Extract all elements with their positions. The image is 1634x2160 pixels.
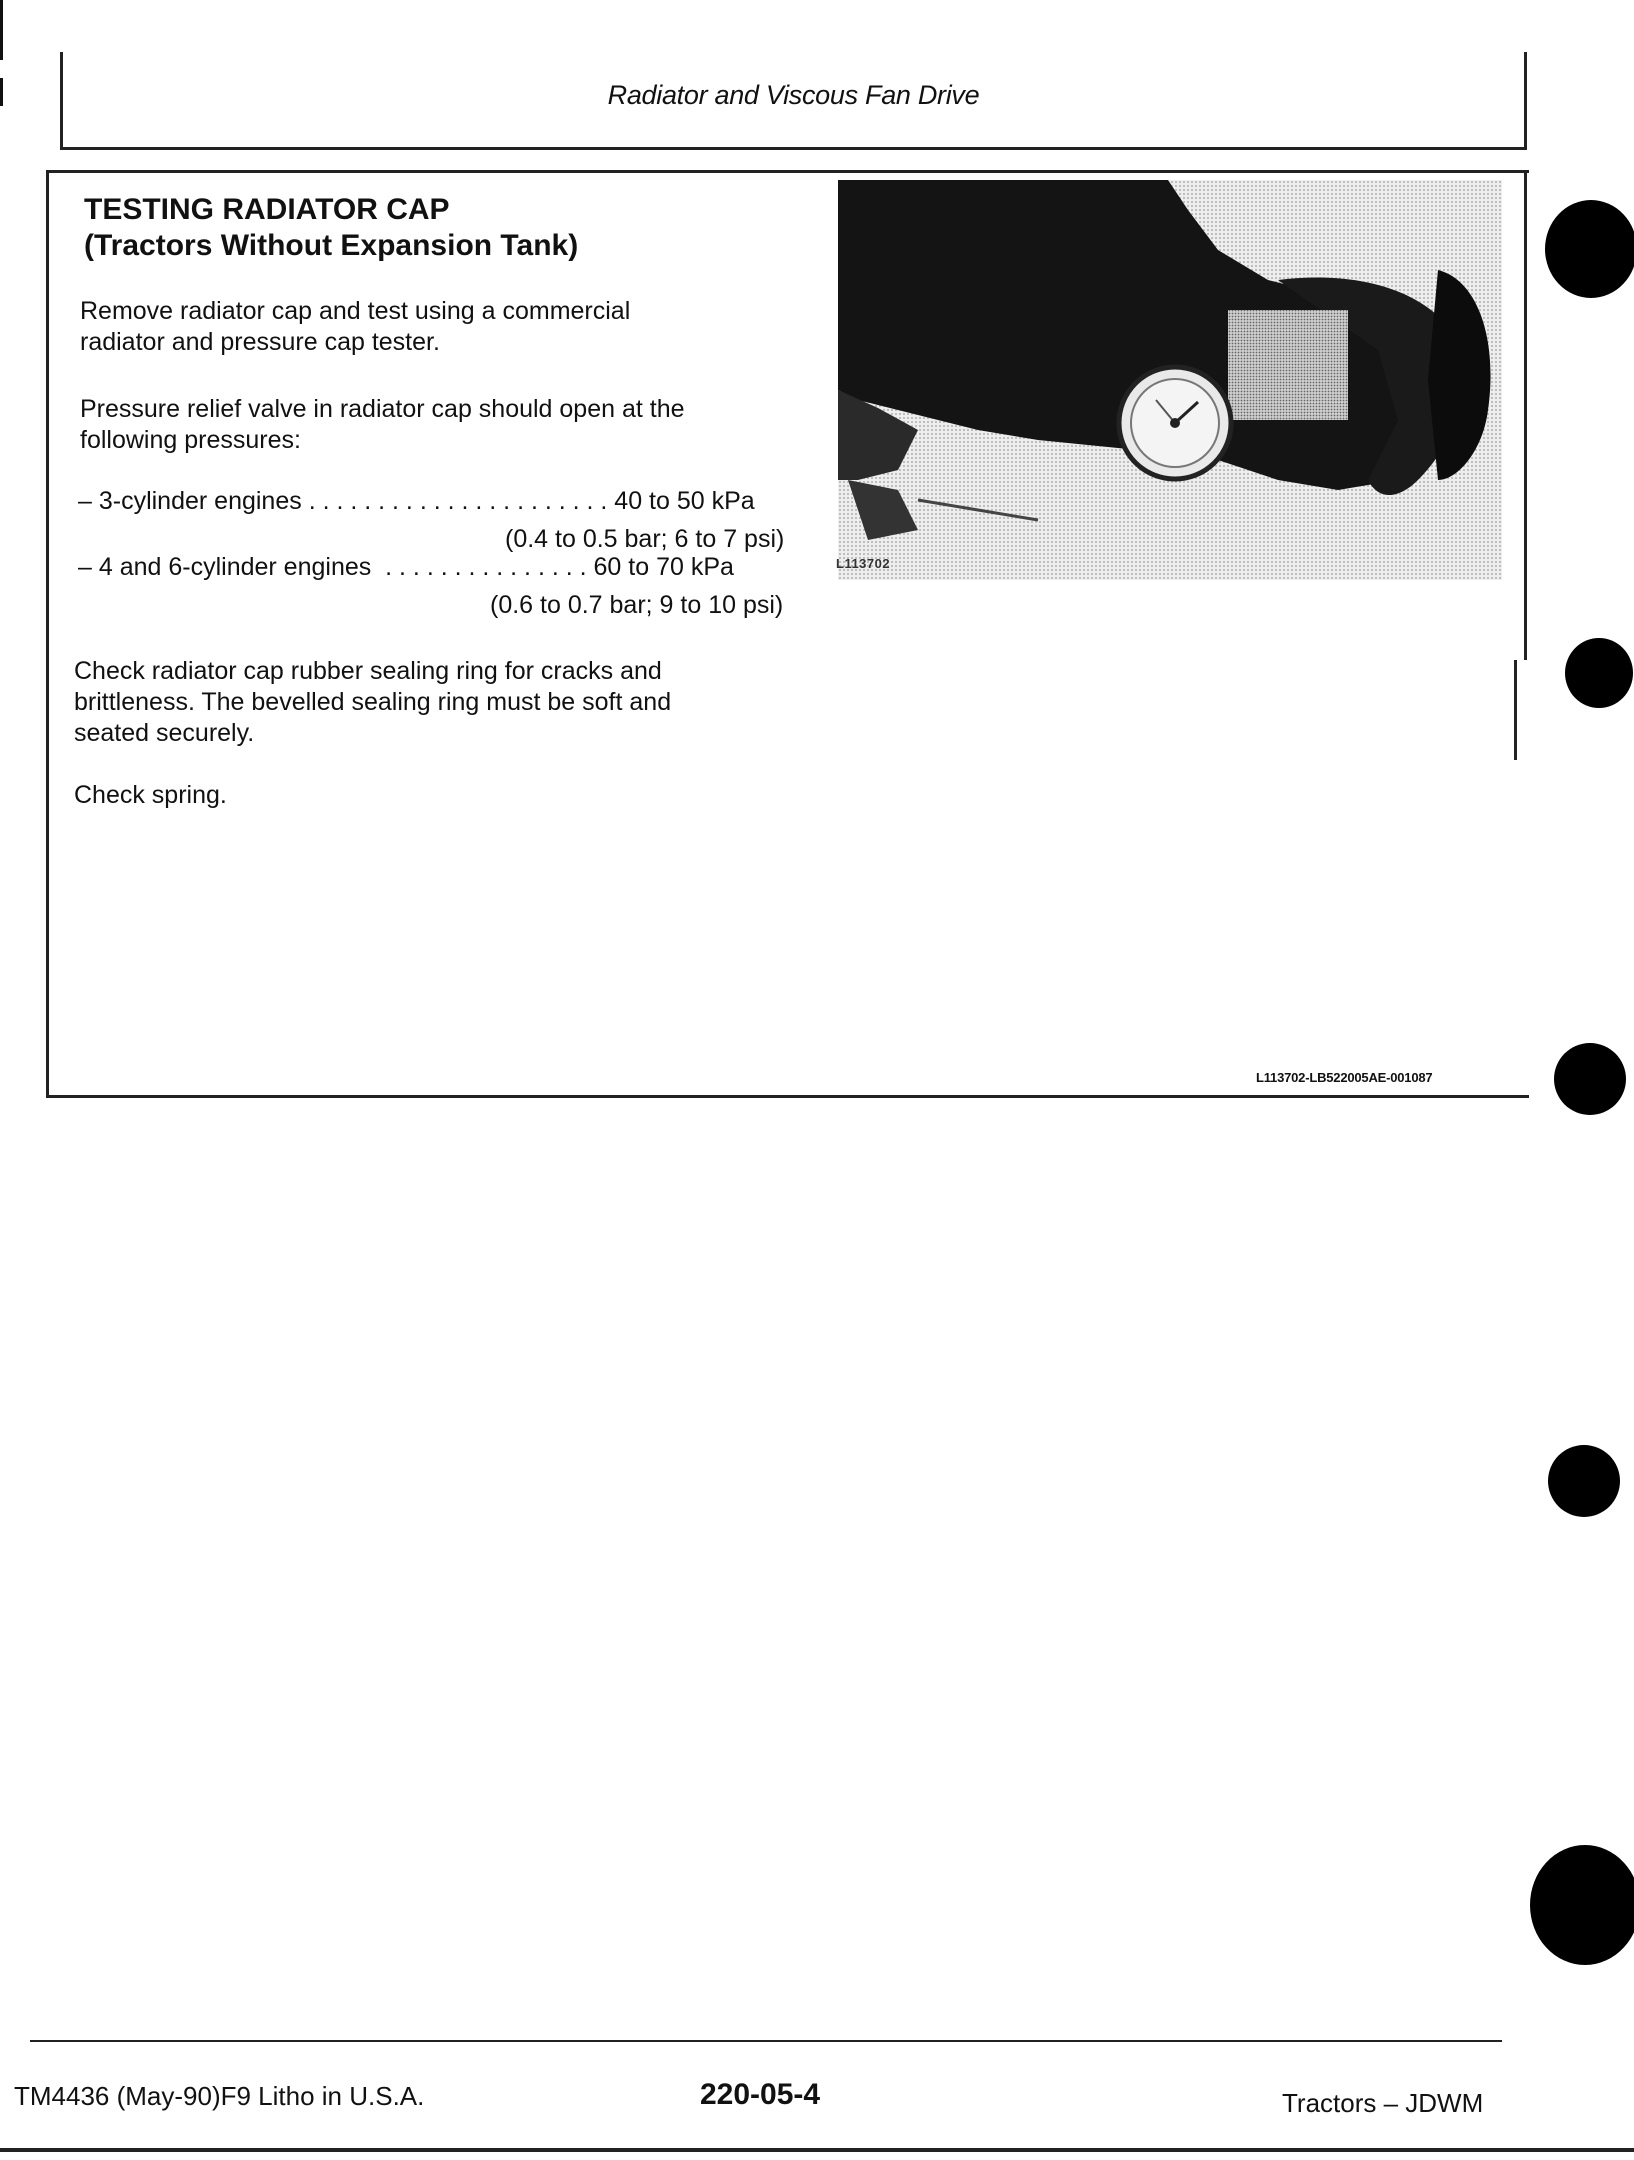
- page-number: 220-05-4: [700, 2078, 821, 2111]
- paragraph-line: seated securely.: [74, 719, 255, 747]
- paragraph-line: Check radiator cap rubber sealing ring for cracks and: [74, 657, 662, 685]
- paragraph: [74, 656, 794, 749]
- binder-hole: [1554, 1043, 1626, 1115]
- paragraph-line: brittleness. The bevelled sealing ring must be soft and: [74, 688, 672, 716]
- paragraph-line: Pressure relief valve in radiator cap should open at the: [80, 395, 685, 423]
- footer-publication: TM4436 (May-90)F9 Litho in U.S.A.: [14, 2081, 425, 2111]
- footer-section: Tractors – JDWM: [1282, 2088, 1484, 2118]
- footer-rule: [30, 2040, 1502, 2042]
- scan-edge-mark: [0, 78, 3, 106]
- spec-item-label: – 3-cylinder engines . . . . . . . . . . . . . . . . . . . . . . 40 to 50 kPa: [78, 487, 755, 515]
- paragraph-line: Remove radiator cap and test using a commercial: [80, 297, 631, 325]
- paragraph-line: following pressures:: [80, 426, 301, 454]
- content-box-edge: [1524, 170, 1527, 660]
- paragraph-line: radiator and pressure cap tester.: [80, 328, 440, 356]
- section-title: [84, 192, 578, 264]
- content-box-edge: [1514, 660, 1517, 760]
- binder-hole: [1548, 1445, 1620, 1517]
- reference-code: L113702-LB522005AE-001087: [1256, 1070, 1433, 1085]
- binder-hole: [1545, 200, 1634, 298]
- radiator-cap-tester-photo: [838, 180, 1502, 580]
- binder-hole: [1565, 638, 1633, 708]
- binder-hole: [1530, 1845, 1634, 1965]
- bottom-rule: [0, 2148, 1634, 2152]
- spec-item-detail: (0.4 to 0.5 bar; 6 to 7 psi): [505, 525, 785, 553]
- paragraph: [80, 296, 800, 358]
- section-subtitle-line: (Tractors Without Expansion Tank): [84, 229, 579, 262]
- spec-item-label: – 4 and 6-cylinder engines . . . . . . . . . . . . . . . 60 to 70 kPa: [78, 553, 734, 581]
- paragraph: [80, 394, 800, 456]
- scan-edge-mark: [0, 0, 3, 60]
- photo-label: L113702: [836, 556, 891, 571]
- section-title-line: TESTING RADIATOR CAP: [84, 193, 450, 226]
- paragraph: Check spring.: [74, 781, 227, 809]
- page-header-title: Radiator and Viscous Fan Drive: [607, 80, 980, 110]
- spec-item-detail: (0.6 to 0.7 bar; 9 to 10 psi): [490, 591, 784, 619]
- header-box: [60, 52, 1527, 150]
